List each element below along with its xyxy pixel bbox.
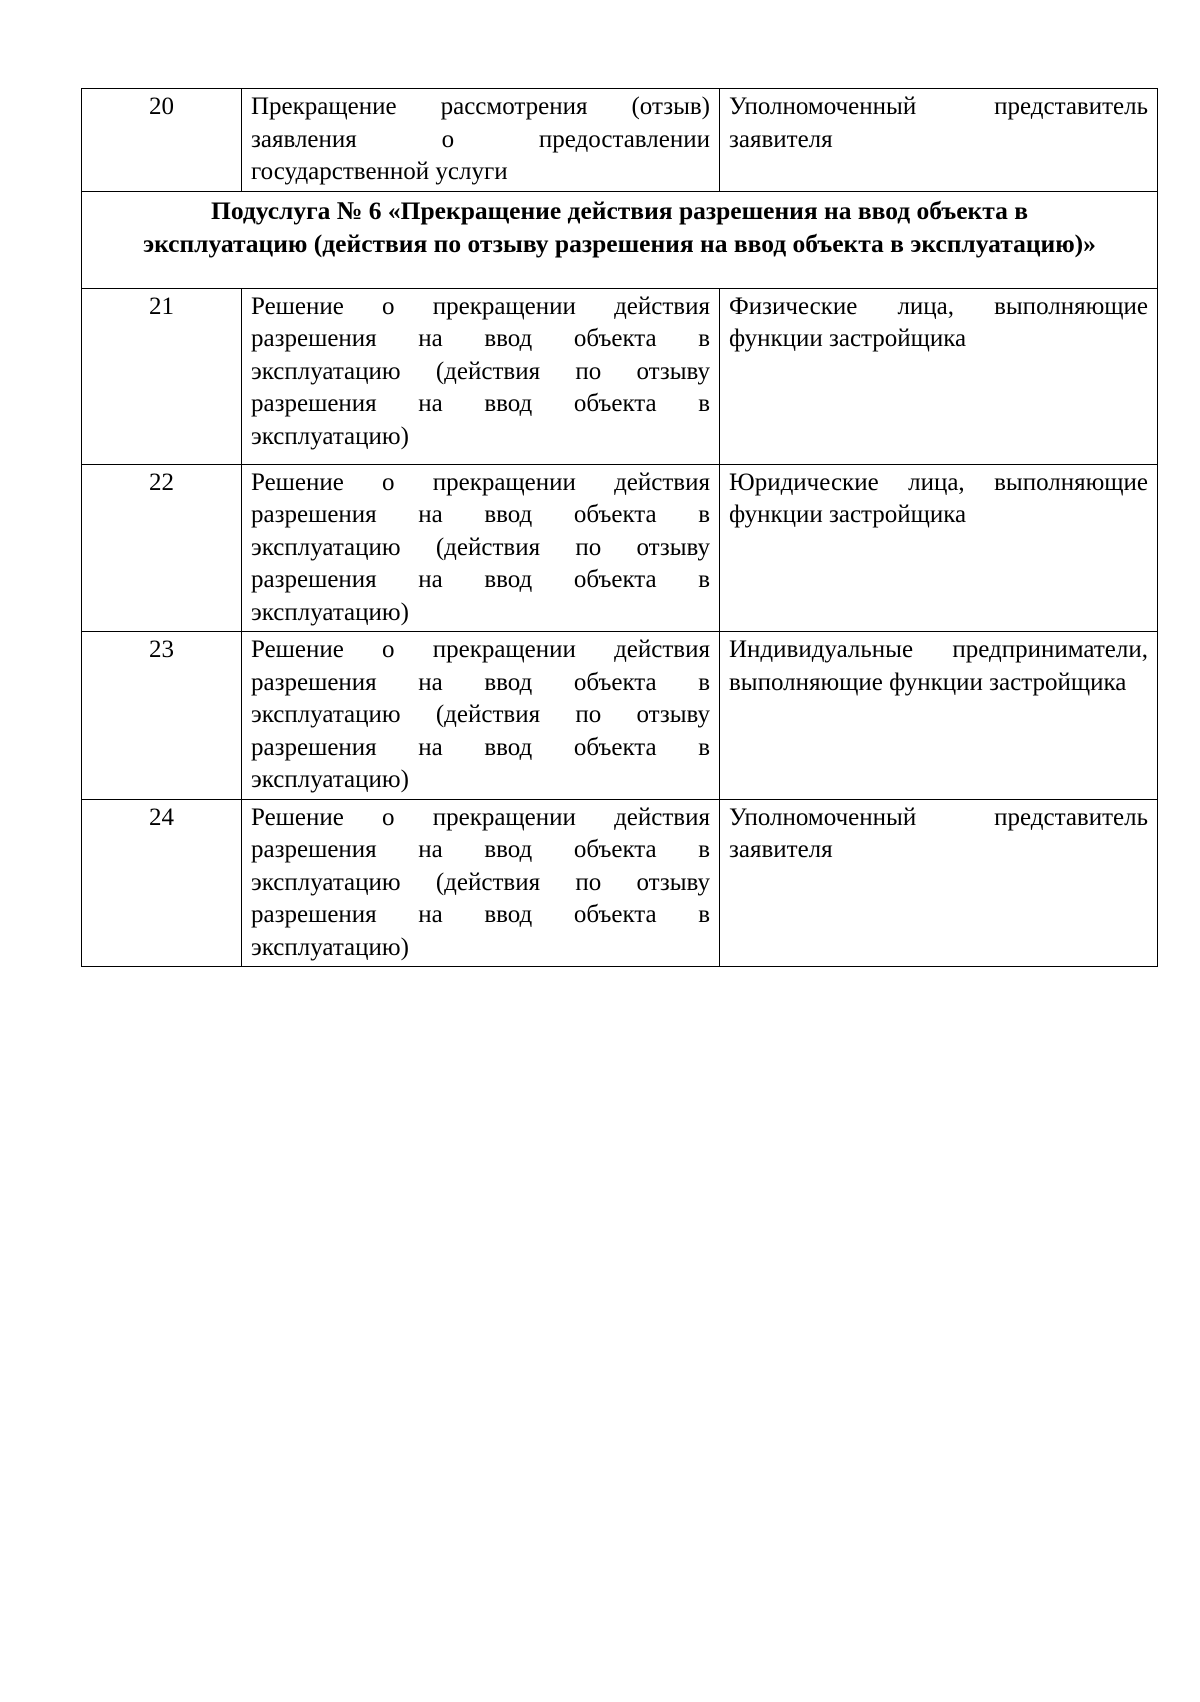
table-row bbox=[82, 89, 1158, 192]
row-number: 20 bbox=[82, 89, 242, 192]
document-name: Решение о прекращении действия разрешения на ввод объекта в эксплуатацию (действия по отзыву разрешения на ввод объекта в эксплуатацию) bbox=[242, 632, 720, 800]
table-row bbox=[82, 288, 1158, 464]
applicant-category: Индивидуальные предприниматели, выполняющие функции застройщика bbox=[720, 632, 1158, 800]
applicant-category: Юридические лица, выполняющие функции застройщика bbox=[720, 464, 1158, 632]
applicant-category: Уполномоченный представитель заявителя bbox=[720, 89, 1158, 192]
section-row bbox=[82, 191, 1158, 288]
table-row bbox=[82, 464, 1158, 632]
document-name: Решение о прекращении действия разрешения на ввод объекта в эксплуатацию (действия по отзыву разрешения на ввод объекта в эксплуатацию) bbox=[242, 464, 720, 632]
document-name: Решение о прекращении действия разрешения на ввод объекта в эксплуатацию (действия по отзыву разрешения на ввод объекта в эксплуатацию) bbox=[242, 288, 720, 464]
row-number: 24 bbox=[82, 799, 242, 967]
table-row bbox=[82, 632, 1158, 800]
document-name: Решение о прекращении действия разрешения на ввод объекта в эксплуатацию (действия по отзыву разрешения на ввод объекта в эксплуатацию) bbox=[242, 799, 720, 967]
row-number: 22 bbox=[82, 464, 242, 632]
document-name: Прекращение рассмотрения (отзыв) заявления о предоставлении государственной услуги bbox=[242, 89, 720, 192]
row-number: 21 bbox=[82, 288, 242, 464]
row-number: 23 bbox=[82, 632, 242, 800]
applicant-category: Физические лица, выполняющие функции застройщика bbox=[720, 288, 1158, 464]
applicant-category: Уполномоченный представитель заявителя bbox=[720, 799, 1158, 967]
section-title: Подуслуга № 6 «Прекращение действия разрешения на ввод объекта в эксплуатацию (действия по отзыву разрешения на ввод объекта в эксплуатацию)» bbox=[82, 191, 1158, 288]
services-table bbox=[81, 88, 1158, 967]
table-row bbox=[82, 799, 1158, 967]
